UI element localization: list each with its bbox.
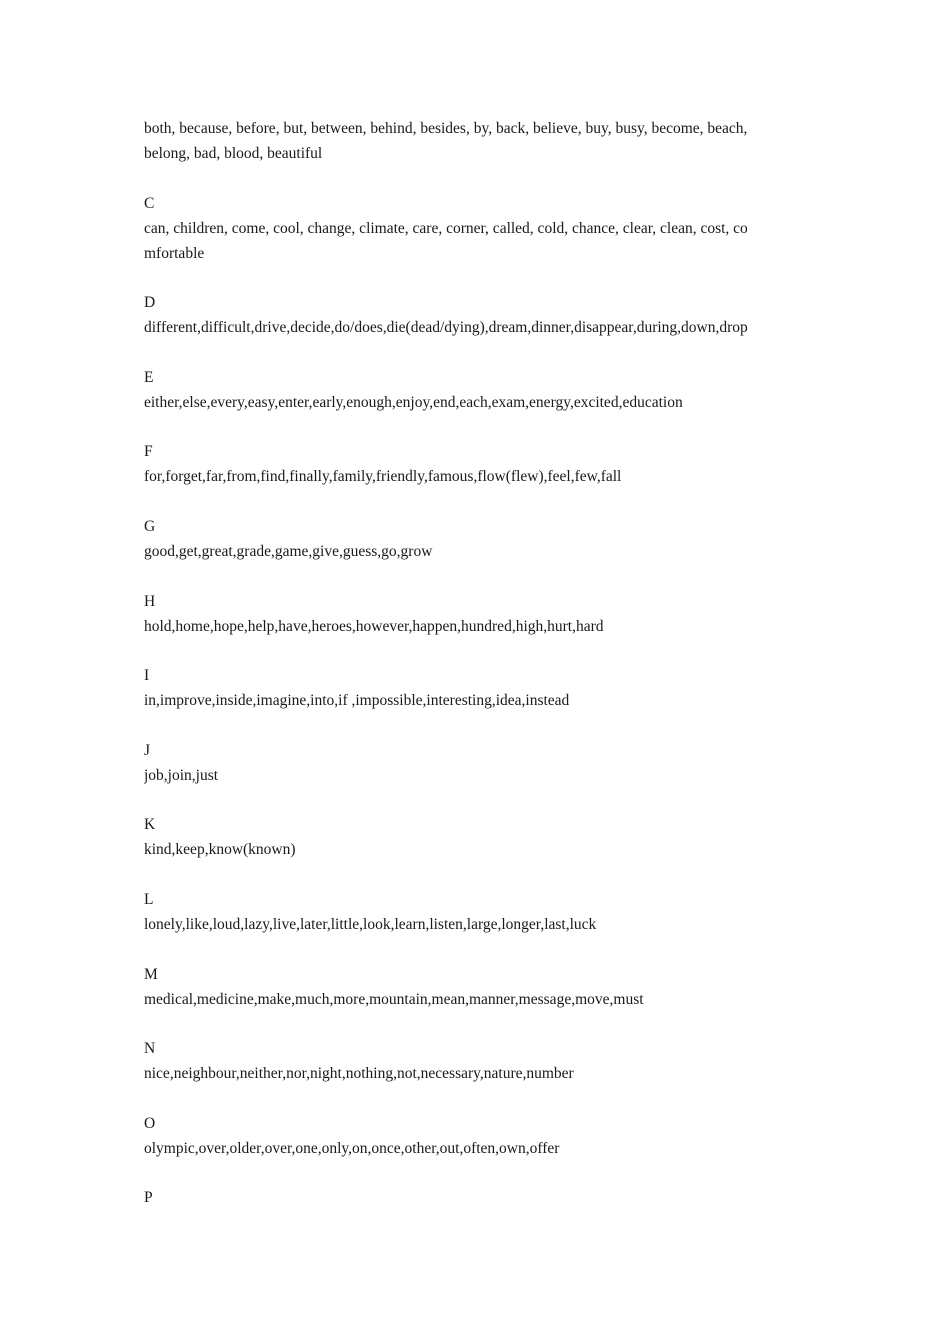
paragraph-gap [144,937,806,962]
text-line: both, because, before, but, between, behind, besides, by, back, believe, buy, busy, become, beach, [144,120,748,137]
text-line: for,forget,far,from,find,finally,family,friendly,famous,flow(flew),feel,few,fall [144,468,622,486]
letter-heading-l: L [144,890,154,908]
text-line: lonely,like,loud,lazy,live,later,little,look,learn,listen,large,longer,last,luck [144,915,597,933]
paragraph-gap [144,788,806,813]
letter-heading-c: C [144,194,155,212]
text-line: nice,neighbour,neither,nor,night,nothing,not,necessary,nature,number [144,1065,574,1083]
paragraph-gap [144,639,806,664]
letter-heading-e: E [144,368,154,386]
letter-heading-p: P [144,1189,153,1207]
text-line: medical,medicine,make,much,more,mountain,mean,manner,message,move,must [144,990,644,1008]
letter-heading-o: O [144,1114,156,1132]
text-line: mfortable [144,244,205,262]
paragraph-gap [144,415,806,440]
text-line: hold,home,hope,help,have,heroes,however,happen,hundred,high,hurt,hard [144,617,604,635]
letter-heading-d: D [144,294,156,312]
letter-heading-n: N [144,1040,156,1058]
paragraph-gap [144,1012,806,1037]
text-line: olympic,over,older,over,one,only,on,once,other,out,often,own,offer [144,1139,560,1157]
letter-heading-m: M [144,965,158,983]
text-line: job,join,just [144,766,219,784]
paragraph-gap [144,1161,806,1186]
document-page [144,116,806,1210]
letter-heading-h: H [144,592,156,610]
text-line: can, children, come, cool, change, climate, care, corner, called, cold, chance, clear, clean, cost, co [144,219,748,237]
letter-heading-f: F [144,443,153,461]
paragraph-gap [144,166,806,191]
text-line: either,else,every,easy,enter,early,enough,enjoy,end,each,exam,energy,excited,education [144,393,683,411]
letter-heading-g: G [144,517,156,535]
paragraph-gap [144,340,806,365]
paragraph-gap [144,266,806,291]
text-line: good,get,great,grade,game,give,guess,go,grow [144,542,433,560]
text-line: belong, bad, blood, beautiful [144,145,323,162]
letter-heading-k: K [144,816,156,834]
text-line: in,improve,inside,imagine,into,if ,impossible,interesting,idea,instead [144,692,570,710]
paragraph-gap [144,1086,806,1111]
paragraph-gap [144,489,806,514]
paragraph-gap [144,862,806,887]
letter-heading-i: I [144,667,150,685]
text-line: different,difficult,drive,decide,do/does,die(dead/dying),dream,dinner,disappear,during,down,drop [144,319,748,337]
letter-heading-j: J [144,741,151,759]
text-line: kind,keep,know(known) [144,841,296,859]
paragraph-gap [144,713,806,738]
paragraph-gap [144,564,806,589]
